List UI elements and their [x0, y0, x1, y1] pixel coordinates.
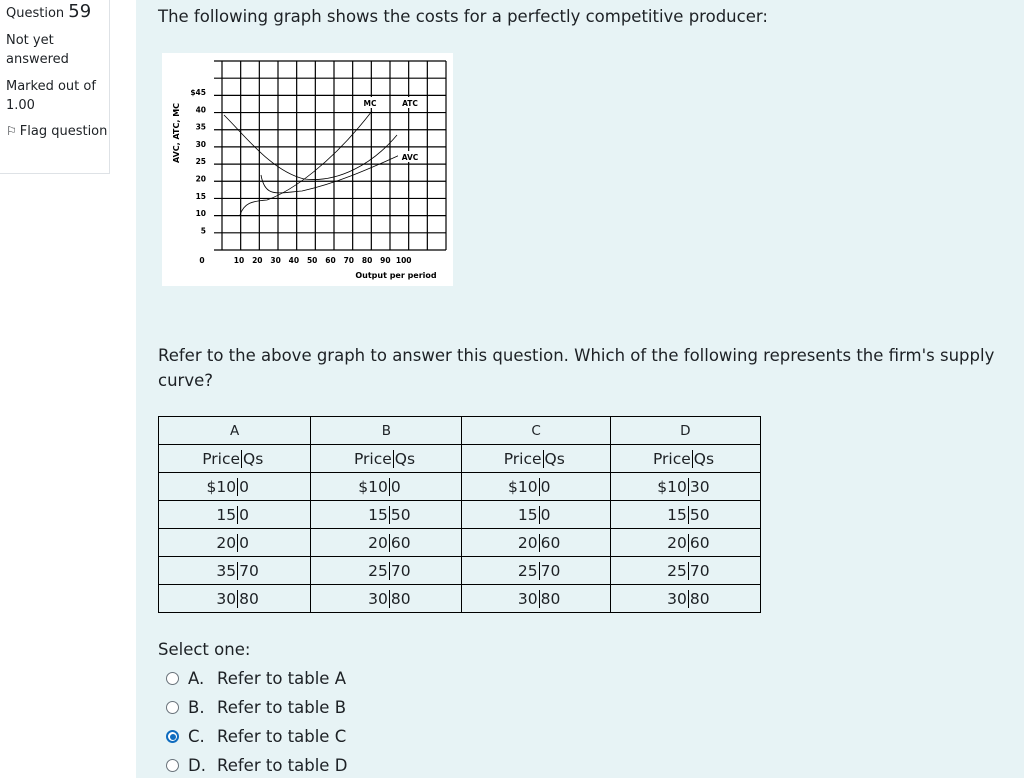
y-tick-label: $45 — [190, 88, 206, 97]
qs-value: 50 — [389, 506, 415, 524]
qs-value: 60 — [688, 534, 714, 552]
option-letter: A. — [188, 669, 205, 688]
qs-value: 0 — [539, 478, 565, 496]
qs-value: 80 — [539, 590, 565, 608]
qs-header: Qs — [543, 450, 569, 468]
price-value: 20 — [368, 533, 388, 552]
qs-header: Qs — [241, 450, 267, 468]
table-cell — [311, 557, 462, 585]
flag-question-link[interactable]: ⚐ Flag question — [6, 124, 108, 139]
table-cell — [311, 529, 462, 557]
qs-value: 60 — [539, 534, 565, 552]
qs-value: 80 — [688, 590, 714, 608]
table-cell — [311, 501, 462, 529]
x-tick-label: 10 — [233, 256, 245, 265]
qs-value: 0 — [539, 506, 565, 524]
qs-header: Qs — [393, 450, 419, 468]
table-cell — [610, 501, 760, 529]
option-letter: D. — [188, 756, 206, 775]
radio-button[interactable] — [166, 701, 179, 714]
y-tick-label: 20 — [195, 174, 206, 184]
table-d-title: D — [610, 417, 760, 445]
qs-value: 0 — [237, 478, 263, 496]
x-tick-label: 60 — [325, 256, 336, 265]
price-value: 35 — [216, 561, 237, 580]
qs-value: 30 — [688, 478, 714, 496]
table-cell — [462, 585, 610, 613]
price-value: 25 — [368, 561, 388, 580]
price-value: 30 — [216, 589, 237, 608]
table-b-title: B — [311, 417, 462, 445]
question-prompt: The following graph shows the costs for a perfectly competitive producer: — [158, 7, 768, 26]
table-cell — [610, 473, 760, 501]
supply-tables — [158, 416, 761, 613]
question-content — [136, 0, 1024, 778]
mc-label: MC — [363, 99, 377, 108]
x-tick-label: 80 — [361, 256, 373, 265]
x-tick-label: 70 — [343, 256, 355, 265]
option-text: Refer to table D — [217, 756, 348, 775]
x-tick-label: 100 — [395, 256, 412, 265]
qs-value: 80 — [237, 590, 263, 608]
qs-value: 0 — [237, 506, 263, 524]
x-tick-label: 50 — [306, 256, 318, 265]
qs-value: 80 — [389, 590, 415, 608]
option-text: Refer to table C — [217, 727, 347, 746]
price-value: $10 — [657, 477, 687, 496]
qs-value: 0 — [237, 534, 263, 552]
price-value: 15 — [216, 505, 237, 524]
table-cell — [159, 473, 311, 501]
question-number: Question 59 — [6, 1, 92, 22]
question-text: Refer to the above graph to answer this question. Which of the following represents the firm's supply curve? — [158, 346, 995, 390]
y-axis-label: AVC, ATC, MC — [172, 102, 181, 164]
cost-curves-graph — [162, 53, 453, 286]
avc-label: AVC — [401, 153, 419, 162]
table-c-title: C — [462, 417, 610, 445]
answer-option-c[interactable] — [166, 727, 346, 746]
table-cell — [610, 585, 760, 613]
x-tick-label: 90 — [380, 256, 391, 265]
y-tick-label: 40 — [195, 105, 206, 115]
x-axis-label: Output per period — [355, 271, 437, 280]
table-cell — [462, 473, 610, 501]
table-header-cell — [311, 445, 462, 473]
table-cell — [159, 585, 311, 613]
qs-value: 70 — [237, 562, 263, 580]
table-a-title: A — [159, 417, 311, 445]
price-header: Price — [503, 449, 542, 468]
x-tick-label: 20 — [252, 256, 263, 265]
option-letter: B. — [188, 698, 205, 717]
x-tick-label: 40 — [288, 256, 300, 265]
table-cell — [610, 529, 760, 557]
option-text: Refer to table A — [217, 669, 346, 688]
select-one-label: Select one: — [158, 640, 251, 659]
qs-value: 50 — [688, 506, 714, 524]
price-header: Price — [652, 449, 691, 468]
qs-value: 60 — [389, 534, 415, 552]
radio-button[interactable] — [166, 759, 179, 772]
table-cell — [159, 501, 311, 529]
table-cell — [159, 557, 311, 585]
y-tick-label: 25 — [195, 157, 206, 167]
table-row — [159, 557, 761, 585]
x-tick-label: 0 — [199, 256, 205, 265]
x-tick-label: 30 — [270, 256, 281, 265]
answer-option-b[interactable] — [166, 698, 346, 717]
question-state: Not yet answered — [6, 33, 69, 67]
y-tick-label: 35 — [195, 122, 206, 132]
table-header-cell — [462, 445, 610, 473]
qs-value: 0 — [389, 478, 415, 496]
table-cell — [311, 473, 462, 501]
table-row — [159, 501, 761, 529]
question-grade: Marked out of 1.00 — [6, 79, 96, 113]
price-value: $10 — [206, 477, 237, 496]
y-tick-label: 5 — [200, 226, 206, 236]
question-info-panel — [0, 0, 110, 174]
y-tick-label: 15 — [195, 191, 206, 201]
y-tick-label: 30 — [195, 139, 206, 149]
price-value: 20 — [517, 533, 538, 552]
price-header: Price — [353, 449, 392, 468]
table-header-cell — [159, 445, 311, 473]
price-value: 25 — [667, 561, 687, 580]
price-value: 20 — [216, 533, 237, 552]
price-value: 30 — [667, 589, 687, 608]
atc-label: ATC — [402, 99, 418, 108]
qs-value: 70 — [389, 562, 415, 580]
radio-button[interactable] — [166, 730, 179, 743]
table-cell — [462, 501, 610, 529]
table-row — [159, 529, 761, 557]
y-tick-label: 10 — [195, 209, 206, 219]
answer-option-d[interactable] — [166, 756, 347, 775]
answer-option-a[interactable] — [166, 669, 346, 688]
price-value: $10 — [508, 477, 538, 496]
table-row — [159, 585, 761, 613]
radio-button[interactable] — [166, 672, 179, 685]
flag-icon: ⚐ — [6, 124, 17, 138]
table-header-cell — [610, 445, 760, 473]
price-value: 15 — [667, 505, 687, 524]
table-cell — [159, 529, 311, 557]
table-row — [159, 473, 761, 501]
table-cell — [462, 557, 610, 585]
qs-header: Qs — [692, 450, 718, 468]
option-text: Refer to table B — [217, 698, 347, 717]
price-value: 15 — [368, 505, 388, 524]
qs-value: 70 — [688, 562, 714, 580]
price-value: 20 — [667, 533, 687, 552]
price-value: 25 — [517, 561, 538, 580]
option-letter: C. — [188, 727, 205, 746]
price-header: Price — [202, 449, 241, 468]
table-cell — [462, 529, 610, 557]
price-value: 30 — [517, 589, 538, 608]
table-cell — [610, 557, 760, 585]
qs-value: 70 — [539, 562, 565, 580]
price-value: $10 — [358, 477, 388, 496]
table-cell — [311, 585, 462, 613]
price-value: 15 — [517, 505, 538, 524]
price-value: 30 — [368, 589, 388, 608]
